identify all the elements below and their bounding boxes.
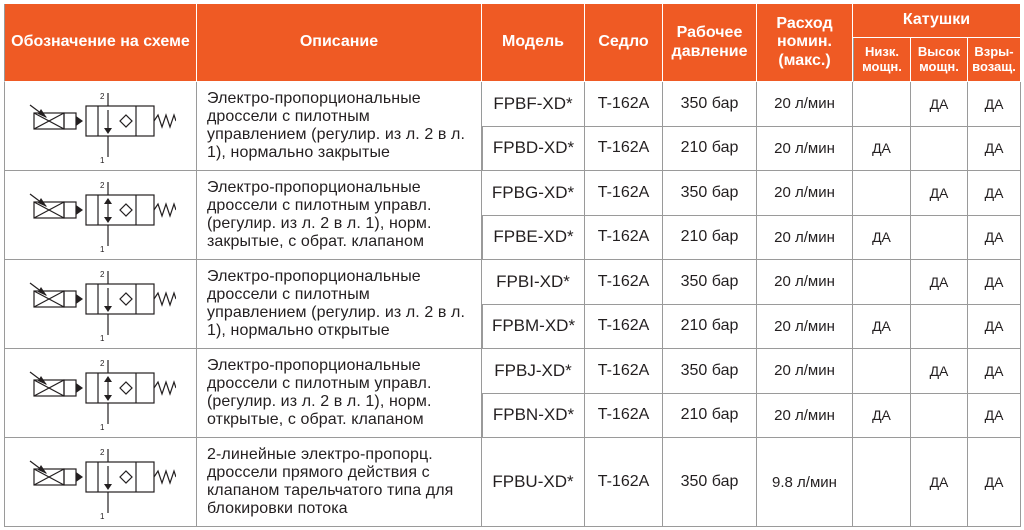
seat-cell: T-162A	[585, 260, 663, 305]
description-cell: 2-линейные электро-пропорц. дроссели прямого действия с клапаном тарельчатого типа для блокировки потока	[197, 438, 482, 527]
pressure-cell: 350 бар	[663, 260, 757, 305]
flow-cell: 20 л/мин	[757, 171, 853, 216]
model-cell: FPBG-XD*	[482, 171, 585, 216]
flow-cell: 20 л/мин	[757, 260, 853, 305]
seat-cell: T-162A	[585, 82, 663, 127]
model-cell: FPBJ-XD*	[482, 349, 585, 394]
seat-cell: T-162A	[585, 438, 663, 527]
header-coils: Катушки	[853, 4, 1021, 38]
pressure-cell: 350 бар	[663, 349, 757, 394]
header-coil-ex: Взры-возащ.	[968, 38, 1021, 82]
model-cell: FPBD-XD*	[482, 127, 585, 172]
coil-low-cell	[853, 260, 911, 305]
port-2-label: 2	[99, 181, 104, 190]
model-cell: FPBU-XD*	[482, 438, 585, 527]
pressure-cell: 350 бар	[663, 171, 757, 216]
coil-ex-cell: ДА	[968, 260, 1021, 305]
pressure-cell: 210 бар	[663, 216, 757, 261]
table-row	[4, 349, 1021, 394]
flow-cell: 20 л/мин	[757, 82, 853, 127]
coil-ex-cell: ДА	[968, 216, 1021, 261]
coil-ex-cell: ДА	[968, 394, 1021, 439]
port-2-label: 2	[99, 359, 104, 368]
valve-spec-table	[4, 4, 1021, 527]
description-cell: Электро-пропорциональные дроссели с пилотным управлением (регулир. из л. 2 в л. 1), нормально открытые	[197, 260, 482, 349]
header-description: Описание	[197, 4, 482, 82]
coil-high-cell: ДА	[911, 82, 968, 127]
flow-cell: 20 л/мин	[757, 394, 853, 439]
schematic-cell	[4, 438, 197, 527]
pressure-cell: 350 бар	[663, 438, 757, 527]
seat-cell: T-162A	[585, 305, 663, 350]
coil-low-cell	[853, 349, 911, 394]
valve-symbol-icon	[26, 87, 176, 165]
coil-low-cell: ДА	[853, 394, 911, 439]
pressure-cell: 210 бар	[663, 394, 757, 439]
schematic-cell	[4, 82, 197, 171]
description-cell: Электро-пропорциональные дроссели с пилотным управл. (регулир. из л. 2 в л. 1), норм. закрытые, с обрат. клапаном	[197, 171, 482, 260]
coil-high-cell: ДА	[911, 349, 968, 394]
description-cell: Электро-пропорциональные дроссели с пилотным управл. (регулир. из л. 2 в л. 1), норм. открытые, с обрат. клапаном	[197, 349, 482, 438]
coil-ex-cell: ДА	[968, 171, 1021, 216]
coil-high-cell	[911, 127, 968, 172]
flow-cell: 9.8 л/мин	[757, 438, 853, 527]
coil-high-cell	[911, 216, 968, 261]
table-row	[4, 438, 1021, 527]
pressure-cell: 210 бар	[663, 305, 757, 350]
seat-cell: T-162A	[585, 394, 663, 439]
header-pressure: Рабочее давление	[663, 4, 757, 82]
table-row	[4, 82, 1021, 127]
model-cell: FPBI-XD*	[482, 260, 585, 305]
coil-high-cell: ДА	[911, 171, 968, 216]
coil-ex-cell: ДА	[968, 82, 1021, 127]
coil-low-cell	[853, 438, 911, 527]
coil-high-cell: ДА	[911, 438, 968, 527]
header-schematic: Обозначение на схеме	[4, 4, 197, 82]
seat-cell: T-162A	[585, 127, 663, 172]
port-1-label: 1	[99, 423, 104, 432]
pressure-cell: 350 бар	[663, 82, 757, 127]
valve-symbol-icon	[26, 265, 176, 343]
port-1-label: 1	[99, 334, 104, 343]
header-model: Модель	[482, 4, 585, 82]
coil-ex-cell: ДА	[968, 305, 1021, 350]
coil-ex-cell: ДА	[968, 438, 1021, 527]
coil-high-cell	[911, 305, 968, 350]
valve-symbol-icon	[26, 176, 176, 254]
port-2-label: 2	[99, 92, 104, 101]
port-1-label: 1	[99, 245, 104, 254]
table-body	[4, 82, 1021, 527]
port-1-label: 1	[99, 156, 104, 165]
port-2-label: 2	[99, 270, 104, 279]
port-1-label: 1	[99, 512, 104, 521]
port-2-label: 2	[99, 448, 104, 457]
flow-cell: 20 л/мин	[757, 305, 853, 350]
coil-ex-cell: ДА	[968, 127, 1021, 172]
flow-cell: 20 л/мин	[757, 216, 853, 261]
table-row	[4, 260, 1021, 305]
header-seat: Седло	[585, 4, 663, 82]
coil-low-cell: ДА	[853, 216, 911, 261]
schematic-cell	[4, 349, 197, 438]
flow-cell: 20 л/мин	[757, 127, 853, 172]
table-row	[4, 171, 1021, 216]
seat-cell: T-162A	[585, 349, 663, 394]
seat-cell: T-162A	[585, 171, 663, 216]
description-cell: Электро-пропорциональные дроссели с пилотным управлением (регулир. из л. 2 в л. 1), нормально закрытые	[197, 82, 482, 171]
coil-high-cell	[911, 394, 968, 439]
pressure-cell: 210 бар	[663, 127, 757, 172]
model-cell: FPBF-XD*	[482, 82, 585, 127]
header-coil-high: Высок мощн.	[911, 38, 968, 82]
coil-low-cell	[853, 82, 911, 127]
flow-cell: 20 л/мин	[757, 349, 853, 394]
model-cell: FPBE-XD*	[482, 216, 585, 261]
model-cell: FPBN-XD*	[482, 394, 585, 439]
valve-symbol-icon	[26, 354, 176, 432]
header-flow: Расход номин. (макс.)	[757, 4, 853, 82]
model-cell: FPBM-XD*	[482, 305, 585, 350]
table-header	[4, 4, 1021, 82]
coil-low-cell: ДА	[853, 305, 911, 350]
valve-symbol-icon	[26, 443, 176, 521]
schematic-cell	[4, 171, 197, 260]
coil-high-cell: ДА	[911, 260, 968, 305]
coil-ex-cell: ДА	[968, 349, 1021, 394]
coil-low-cell	[853, 171, 911, 216]
header-coil-low: Низк. мощн.	[853, 38, 911, 82]
seat-cell: T-162A	[585, 216, 663, 261]
coil-low-cell: ДА	[853, 127, 911, 172]
schematic-cell	[4, 260, 197, 349]
